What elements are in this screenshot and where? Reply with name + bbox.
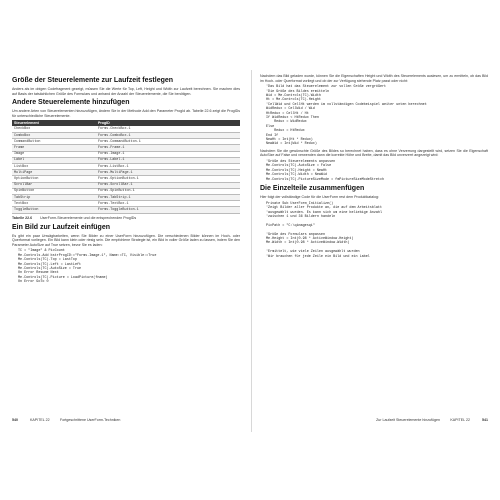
progid-cell: Forms.Image.1 (96, 151, 240, 157)
paragraph: Nachdem Sie die gewünschte Größe des Bildes so berechnet haben, dass es ohne Verzerrung dargestellt wird, setzen Sie die Eigenschaft AutoSize auf False und verwenden dann die korrekte Höhe und Breite, damit das Bild unverzerrt angezeigt wird: (260, 148, 488, 158)
code-listing: 'Das Bild hat das Steuerelement zur vollen Größe vergrößert 'Die Größe des Bildes ermitteln Wid = Me.Controls(TC).Width Ht = Me.Controls(TC).Height 'CellWid und CellHt werden im vollständigen Codebeispiel weiter unten berechnet WidRedux = CellWid / Wid HtRedux = CellHt / Ht If WidRedux < HtRedux Then Redux = WidRedux Else Redux = HtRedux End If NewHt = Int(Ht * Redux) NewWid = Int(Wid * Redux) (266, 85, 427, 147)
progid-table (12, 120, 240, 213)
progid-cell: Forms.ScrollBar.1 (96, 182, 240, 188)
control-name-cell: Label (12, 157, 96, 163)
paragraph: Anders als im obigen Codefragment gezeigt, müssen Sie die Werte für Top, Left, Height und Width zur Laufzeit berechnen. Sie machen dies auf Basis der tatsächlichen Größe des Formulars und anhand der Anzahl der Steuerelemente, die Sie benötigen. (12, 87, 240, 96)
table-body (12, 126, 240, 213)
section-heading: Größe der Steuerelemente zur Laufzeit festlegen (12, 77, 174, 84)
control-name-cell: ScrollBar (12, 182, 96, 188)
caption-number: Tabelle 22.6 (12, 215, 33, 220)
progid-cell: Forms.TextBox.1 (96, 201, 240, 207)
control-name-cell: ListBox (12, 164, 96, 170)
page-footer (260, 418, 488, 424)
page-number: 540 (12, 418, 18, 422)
progid-cell: Forms.ListBox.1 (96, 164, 240, 170)
control-name-cell: ComboBox (12, 133, 96, 139)
table-header-cell: Steuerelement (12, 120, 96, 126)
progid-cell: Forms.Frame.1 (96, 145, 240, 151)
paragraph: Hier folgt der vollständige Code für die UserForm rest dem Produktkatalog: (260, 195, 380, 200)
code-listing: Private Sub UserForm_Initialize() 'Zeigt Bilder aller Produkte an, die auf dem Arbeitsblatt 'ausgewählt wurden. Es kann sich um eine beliebige Anzahl 'zwischen 1 und 36 Bildern handeln PicPath = "C:\qimagesqi" 'Größe des Formulars anpassen Me.Height = Int(0.98 * ActiveWindow.Height) Me.Width = Int(0.98 * ActiveWindow.Width) 'Ermittelt, wie viele Zeilen ausgewählt wurden 'Wir brauchen für jede Zeile ein Bild und ein Label (266, 201, 382, 259)
paragraph: Es gibt ein paar Unwägbarkeiten, wenn Sie Bilder zu einer UserForm hinzuzufügen. Die verschiedenen Bilder können im Hoch- oder Querformat vorliegen. Ein Bild kann klein oder riesig sein. Die empfohlene Strategie ist, ein Bild in voller Größe laden zu lassen, indem Sie den Parameter AutoSize auf True setzen, bevor Sie es laden: (12, 233, 240, 247)
control-name-cell: TabStrip (12, 194, 96, 200)
control-name-cell: ToggleButton (12, 207, 96, 213)
paragraph: Nachdem das Bild geladen wurde, können Sie die Eigenschaften Height und Width des Steuerelements auslesen, um zu ermitteln, ob das Bild im Hoch- oder Querformat vorliegt und ob der zur Verfügung stehende Platz passt oder nicht: (260, 74, 488, 83)
running-title: Fortgeschrittene UserForm-Techniken (60, 418, 121, 422)
book-gutter (251, 70, 252, 432)
chapter-label: KAPITEL 22 (30, 418, 50, 422)
control-name-cell: CommandButton (12, 139, 96, 145)
progid-cell: Forms.ComboBox.1 (96, 133, 240, 139)
paragraph: Um andere Arten von Steuerelementen hinzuzufügen, ändern Sie in der Methode Add den Parameter ProgId ab. Tabelle 22.6 zeigt die ProgIDs für unterschiedliche Steuerelemente. (12, 109, 240, 118)
table-caption (12, 216, 240, 220)
progid-cell: Forms.CommandButton.1 (96, 139, 240, 145)
control-name-cell: Frame (12, 145, 96, 151)
caption-text: UserForm-Steuerelemente und die entsprechenden ProgIDs (40, 215, 137, 220)
progid-cell: Forms.MultiPage.1 (96, 170, 240, 176)
control-name-cell: CheckBox (12, 126, 96, 132)
code-listing: TC = "Image" & PicCount Me.Controls.Add bstrProgID:="Forms.Image.1", Name:=TC, Visible:=True Me.Controls(TC).Top = LastTop Me.Controls(TC).Left = LastLeft Me.Controls(TC).AutoSize = True On Error Resume Next Me.Controls(TC).Picture = LoadPicture(fname) On Error GoTo 0 (18, 249, 157, 285)
left-page (12, 74, 240, 424)
chapter-label: KAPITEL 22 (450, 418, 470, 422)
control-name-cell: TextBox (12, 201, 96, 207)
progid-cell: Forms.Label.1 (96, 157, 240, 163)
progid-cell: Forms.OptionButton.1 (96, 176, 240, 182)
control-name-cell: MultiPage (12, 170, 96, 176)
control-name-cell: SpinButton (12, 188, 96, 194)
section-heading: Die Einzelteile zusammenfügen (260, 185, 365, 193)
table-row (12, 207, 240, 213)
table-header-cell: ProgID (96, 120, 240, 126)
code-listing: 'Größe des Steuerelements anpassen Me.Controls(TC).AutoSize = False Me.Controls(TC).Height = NewHt Me.Controls(TC).Width = NewWid Me.Controls(TC).PictureSizeMode = fmPictureSizeModeStretch (266, 160, 385, 182)
section-heading: Andere Steuerelemente hinzufügen (12, 99, 130, 107)
page-number: 541 (482, 418, 488, 422)
progid-cell: Forms.CheckBox.1 (96, 126, 240, 132)
progid-cell: Forms.SpinButton.1 (96, 188, 240, 194)
running-title: Zur Laufzeit Steuerelemente hinzufügen (376, 418, 440, 422)
control-name-cell: Image (12, 151, 96, 157)
right-page (260, 74, 488, 424)
section-heading: Ein Bild zur Laufzeit einfügen (12, 223, 110, 231)
progid-cell: Forms.TabStrip.1 (96, 194, 240, 200)
control-name-cell: OptionButton (12, 176, 96, 182)
book-spread (8, 70, 492, 432)
page-footer (12, 418, 240, 424)
progid-cell: Forms.ToggleButton.1 (96, 207, 240, 213)
